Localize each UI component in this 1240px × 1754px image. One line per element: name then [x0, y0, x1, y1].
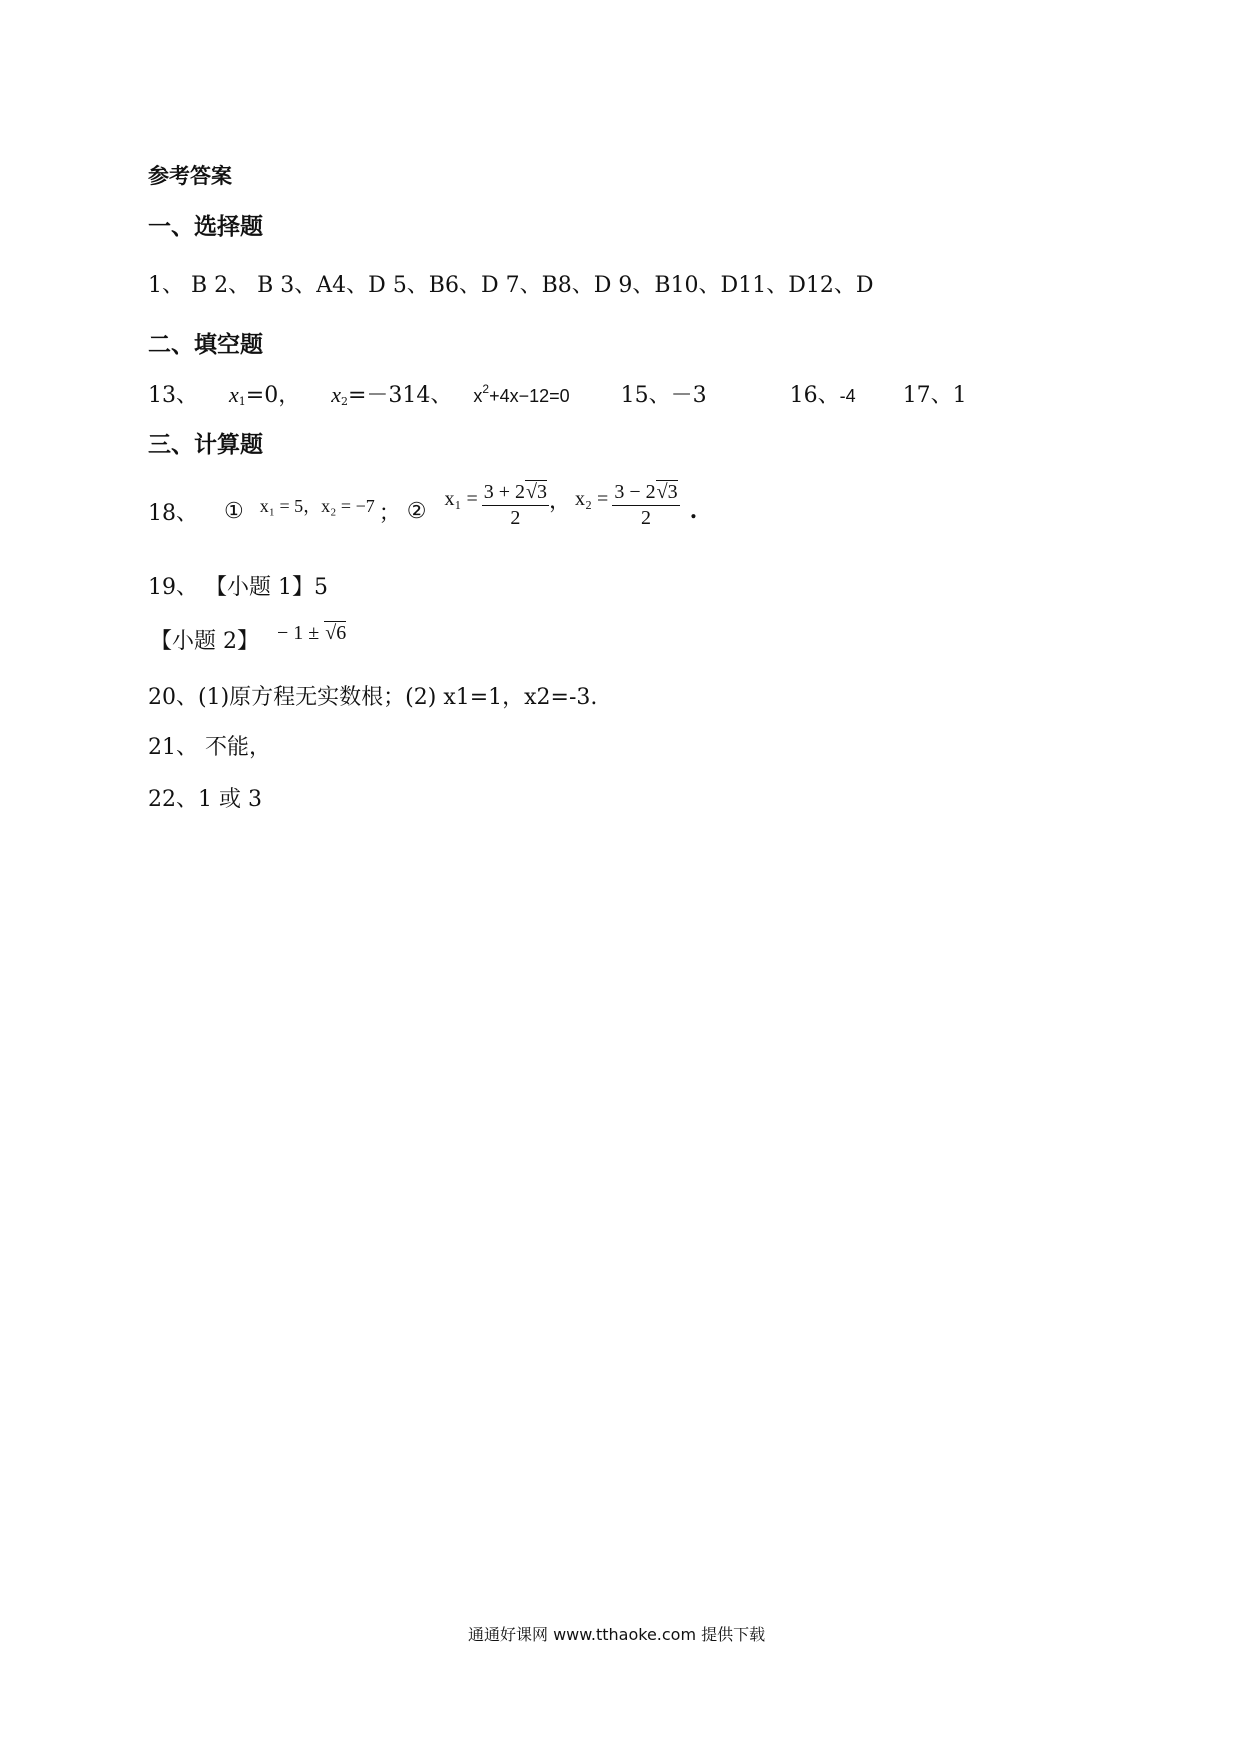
- q13-number: 13、: [148, 383, 198, 408]
- q13-x2-sub: 2: [340, 395, 348, 408]
- q19-part2-label: 【小题 2】: [150, 629, 259, 654]
- sqrt-3: √3: [656, 480, 678, 503]
- q18-mark-1: ①: [224, 498, 244, 524]
- section-title-choice: 一、选择题: [148, 214, 263, 240]
- page-title: 参考答案: [148, 164, 232, 188]
- section-title-calc: 三、计算题: [148, 432, 263, 458]
- q18-part1-solution: x₁ = 5，x₂ = −7: [259, 496, 375, 516]
- q18-x2-fraction: $\frac{3 - 2√3}{2}$: [614, 480, 678, 529]
- footer-source: 通通好课网 www.tthaoke.com 提供下载: [468, 1625, 766, 1644]
- q21-answer: 21、 不能，: [148, 735, 271, 760]
- q14-number: 14、: [402, 383, 453, 408]
- q18-comma: ，: [549, 488, 572, 514]
- fill-answers-line: [148, 378, 967, 409]
- q16-value: -4: [839, 386, 856, 406]
- q18-separator: ；: [378, 500, 401, 526]
- q13-x1: x: [229, 382, 239, 407]
- q18-x1-label: x₁ =: [444, 487, 478, 510]
- q18-mark-2: ②: [406, 498, 427, 524]
- q16-number: 16、: [789, 383, 840, 408]
- q17-answer: 17、1: [902, 383, 967, 408]
- q18-line: [148, 476, 697, 546]
- q18-period: .: [689, 498, 698, 524]
- q18-x2-label: x₂ =: [575, 487, 609, 510]
- q13-x1-value: =0，: [245, 383, 301, 408]
- q14-equation: $x^2+4x-12=0$: [473, 382, 570, 406]
- choice-answers: 1、 B 2、 B 3、A4、D 5、B6、D 7、B8、D 9、B10、D11、D12、D: [148, 273, 874, 298]
- section-title-fill: 二、填空题: [148, 332, 263, 358]
- q20-answer: 20、(1)原方程无实数根；(2) x1=1，x2=-3.: [148, 685, 598, 710]
- q22-answer: 22、1 或 3: [148, 787, 262, 812]
- sqrt-3: √3: [526, 480, 548, 503]
- q13-x2-value: =－3: [347, 383, 403, 408]
- q13-x2: x: [331, 382, 341, 407]
- q15-answer: 15、－3: [620, 383, 707, 408]
- q13-x1-sub: 1: [238, 395, 246, 408]
- q19-part2-value: − 1 ± √6: [277, 622, 347, 644]
- q18-x1-fraction: $\frac{3 + 2√3}{2}$: [483, 480, 548, 529]
- q19-part2: [150, 624, 346, 655]
- q19-part1: 19、 【小题 1】5: [148, 575, 328, 600]
- q18-number: 18、: [148, 500, 198, 526]
